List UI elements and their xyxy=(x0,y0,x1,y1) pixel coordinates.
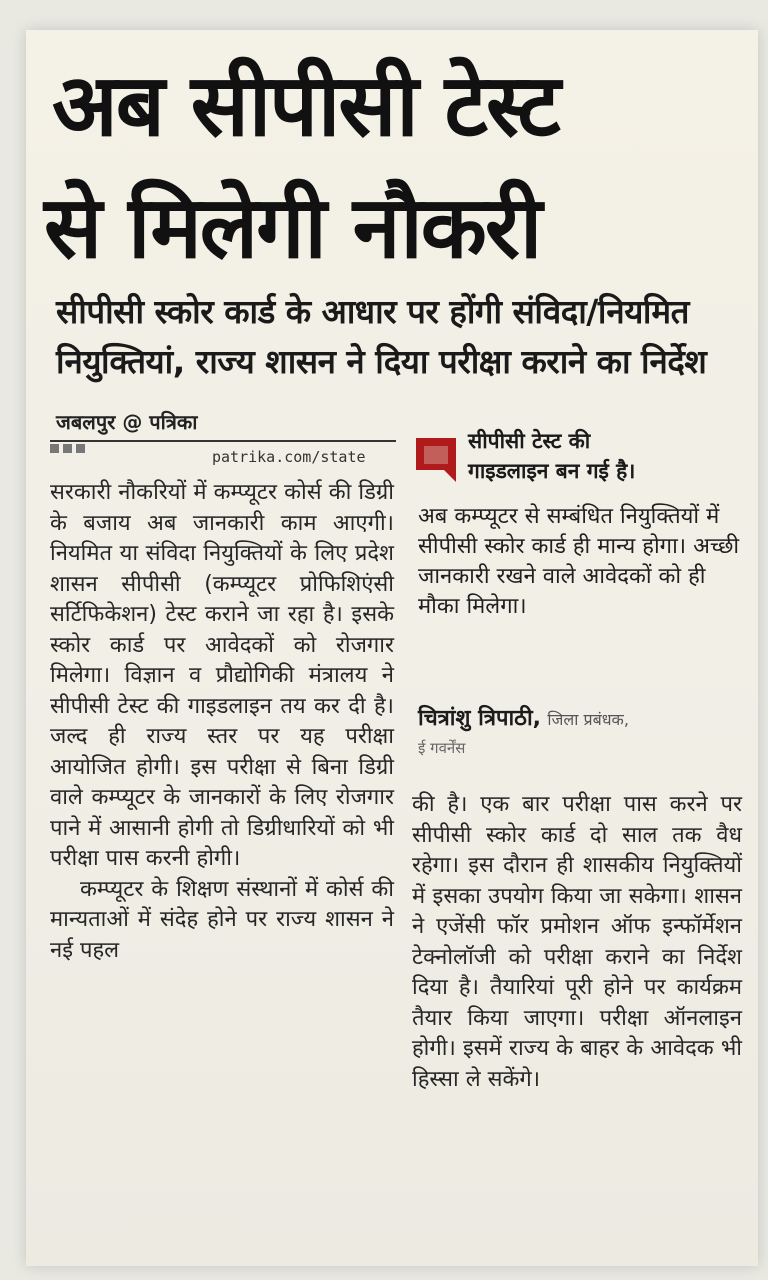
article-paragraph-1: सरकारी नौकरियों में कम्प्यूटर कोर्स की डिग्री के बजाय अब जानकारी काम आएगी। नियमित या संविदा नियुक्तियों के लिए प्रदेश शासन सीपीसी (कम्प्यूटर प्रोफिशिएंसी सर्टिफिकेशन) टेस्ट कराने जा रहा है। इसके स्कोर कार्ड पर आवेदकों को रोजगार मिलेगा। विज्ञान व प्रौद्योगिकी मंत्रालय ने सीपीसी टेस्ट की गाइडलाइन तय कर दी है। जल्द ही राज्य स्तर पर यह परीक्षा आयोजित होगी। इस परीक्षा से बिना डिग्री वाले कम्प्यूटर के जानकारों के लिए रोजगार पाने में आसानी होगी तो डिग्रीधारियों को भी परीक्षा पास करनी होगी। xyxy=(50,480,394,871)
subheadline-line-1: सीपीसी स्कोर कार्ड के आधार पर होंगी संविदा/नियमित xyxy=(56,292,689,331)
article-column-2 xyxy=(412,790,742,1095)
article-paragraph-2: कम्प्यूटर के शिक्षण संस्थानों में कोर्स की मान्यताओं में संदेह होने पर राज्य शासन ने नई पहल xyxy=(50,876,394,963)
quote-text: अब कम्प्यूटर से सम्बंधित नियुक्तियों में सीपीसी स्कोर कार्ड ही मान्य होगा। अच्छी जानकारी रखने वाले आवेदकों को ही मौका मिलेगा। xyxy=(418,504,740,619)
quote-attribution xyxy=(418,704,748,762)
headline-line-1: अब सीपीसी टेस्ट xyxy=(52,56,559,156)
quote-author-org: ई गवर्नेंस xyxy=(418,739,466,757)
quote-author-role: जिला प्रबंधक, xyxy=(547,710,629,729)
quote-mark-icon xyxy=(414,436,458,484)
quote-mark-inner xyxy=(424,446,448,464)
article-column-1 xyxy=(50,478,394,966)
subheadline-line-2: नियुक्तियां, राज्य शासन ने दिया परीक्षा कराने का निर्देश xyxy=(56,342,707,381)
source-url: patrika.com/state xyxy=(212,448,366,466)
dateline-rule xyxy=(50,440,396,442)
headline-line-2: से मिलेगी नौकरी xyxy=(44,178,541,278)
newspaper-clipping xyxy=(26,30,758,1266)
quote-heading-line-1: सीपीसी टेस्ट की xyxy=(468,429,591,453)
quote-heading-line-2: गाइडलाइन बन गई है। xyxy=(468,459,636,483)
quote-author-name: चित्रांशु त्रिपाठी, xyxy=(418,706,542,731)
section-marks xyxy=(50,444,85,453)
article-paragraph-3: की है। एक बार परीक्षा पास करने पर सीपीसी स्कोर कार्ड दो साल तक वैध रहेगा। इस दौरान ही शासकीय नियुक्तियों में इसका उपयोग किया जा सकेगा। शासन ने एजेंसी फॉर प्रमोशन ऑफ इन्फॉर्मेशन टेक्नोलॉजी को परीक्षा कराने का निर्देश दिया है। तैयारियां पूरी होने पर कार्यक्रम तैयार किया जाएगा। परीक्षा ऑनलाइन होगी। इसमें राज्य के बाहर के आवेदक भी हिस्सा ले सकेंगे। xyxy=(412,792,742,1092)
dateline: जबलपुर @ पत्रिका xyxy=(56,410,198,434)
quote-heading xyxy=(468,426,635,486)
quote-body xyxy=(418,502,744,622)
